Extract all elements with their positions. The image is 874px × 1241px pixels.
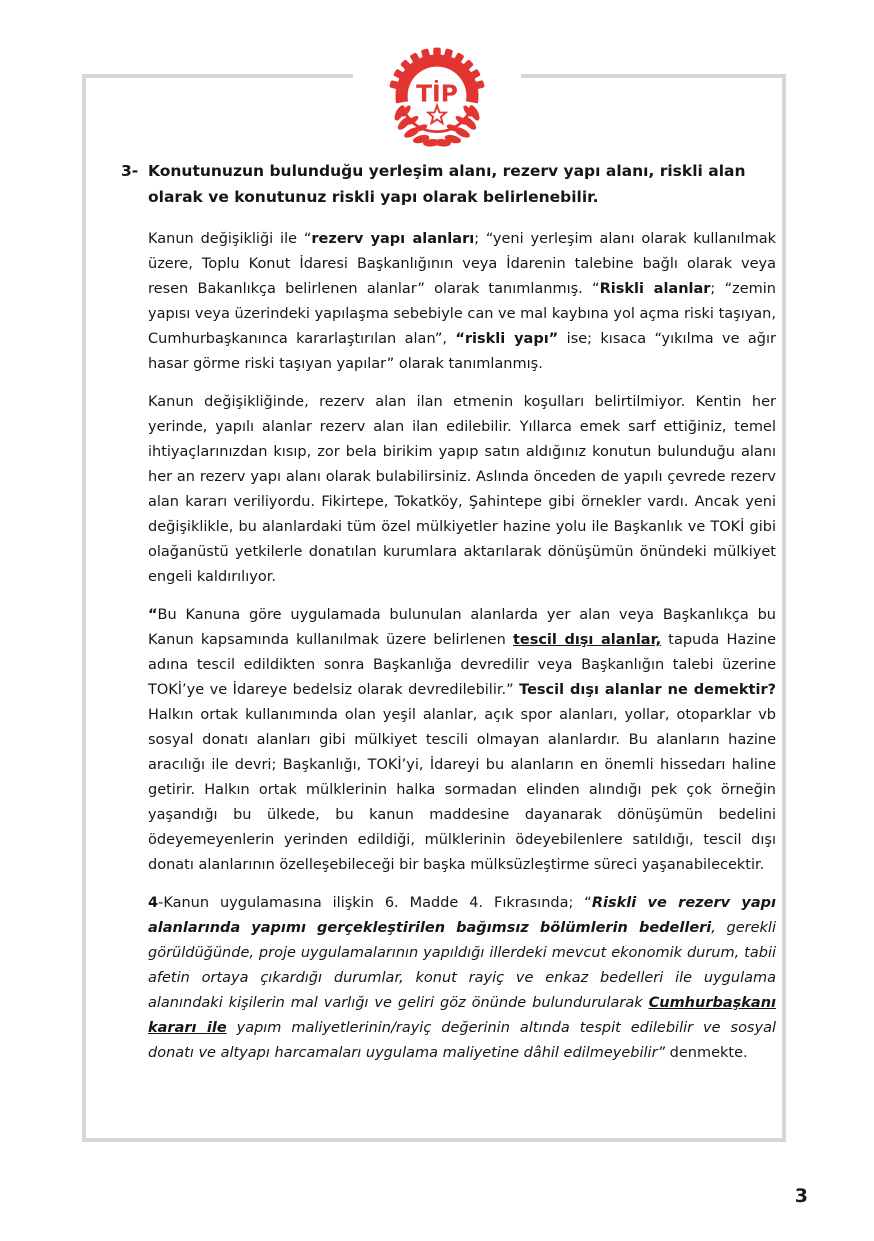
text-run: ; “zemin yapısı veya üzerindeki yapılaşma sebebiyle can ve mal kaybına yol açma riski taşıyan, Cumhurbaşkanınca kararlaştırılan alan”,	[148, 281, 776, 347]
text-run: rezerv yapı alanları	[311, 231, 475, 247]
tip-logo-text: TİP	[416, 79, 458, 108]
paragraph	[148, 390, 776, 590]
text-run: ise; kısaca “yıkılma ve ağır hasar görme riski taşıyan yapılar” olarak tanımlanmış.	[148, 331, 776, 372]
text-run: Kanun değişikliği ile “	[148, 231, 312, 247]
text-run: Cumhurbaşkanı kararı ile	[148, 995, 776, 1036]
text-run: , gerekli görüldüğünde, proje uygulamalarının yapıldığı illerdeki mevcut ekonomik durum, tabii afetin ortaya çıkardığı durumlar, konut rayiç ve enkaz bedelleri ile uygulama alanındaki kişilerin mal varlığı ve geliri göz önünde bulundurularak	[148, 920, 776, 1011]
document-content	[121, 158, 777, 1066]
text-run: Riskli ve rezerv yapı alanlarında yapımı gerçekleştirilen bağımsız bölümlerin bedelleri	[148, 895, 776, 936]
text-run: Halkın ortak kullanımında olan yeşil alanlar, açık spor alanları, yollar, otoparklar vb sosyal donatı alanları gibi mülkiyet tescili olmayan alanlardır. Bu alanların hazine aracılığı ile devri; Başkanlığı, TOKİ’yi, İdareyi bu alanların en önemli hissedarı haline getirir. Halkın ortak mülklerinin halka sormadan elinden alındığı pek çok örneğin yaşandığı bu ülkede, bu kanun maddesine dayanarak dönüşümün bedelini ödeyemeyenlerin yerinden edildiği, mülklerinin ödeyebilenlere satıldığı, tescil dışı donatı alanlarının özelleşebileceği bir başka mülksüzleştirme süreci yaşanabilecektir.	[148, 707, 776, 873]
text-run: “riskli yapı”	[455, 331, 559, 347]
text-run: Kanun değişikliğinde, rezerv alan ilan etmenin koşulları belirtilmiyor. Kentin her yerinde, yapılı alanlar rezerv alan ilan edilebilir. Yıllarca emek sarf ettiğiniz, temel ihtiyaçlarınızdan kısıp, zor bela birikim yapıp satın aldığınız konutun bulunduğu alanı her an rezerv yapı alanı olarak bulabilirsiniz. Aslında önceden de yapılı çevrede rezerv alan kararı veriliyordu. Fikirtepe, Tokatköy, Şahintepe gibi örnekler vardı. Ancak yeni değişiklikle, bu alanlardaki tüm özel mülkiyetler hazine yolu ile Başkanlık ve TOKİ gibi olağanüstü yetkilerle donatılan kurumlara aktarılarak dönüşümün önündeki mülkiyet engeli kaldırılıyor.	[148, 394, 776, 585]
section-heading	[121, 158, 776, 210]
paragraph	[148, 227, 776, 377]
text-run: Tescil dışı alanlar ne demektir?	[519, 682, 777, 698]
text-run: denmekte.	[665, 1045, 748, 1061]
paragraph	[148, 891, 776, 1066]
text-run: -Kanun uygulamasına ilişkin 6. Madde 4. Fıkrasında; “	[158, 895, 592, 911]
text-run: Riskli alanlar	[599, 281, 711, 297]
text-run: tapuda Hazine adına tescil edildikten sonra Başkanlığa devredilir veya Başkanlığın talebi üzerine TOKİ’ye ve İdareye bedelsiz olarak devredilebilir.”	[148, 632, 776, 698]
paragraph	[148, 603, 776, 878]
tip-emblem-svg	[381, 42, 493, 154]
text-run: tescil dışı alanlar,	[512, 632, 662, 648]
document-body	[148, 227, 776, 1066]
section-number: 3-	[121, 162, 139, 180]
text-run: yapım maliyetlerinin/rayiç değerinin altında tespit edilebilir ve sosyal donatı ve altyapı harcamaları uygulama maliyetine dâhil edilmeyebilir”	[148, 1020, 776, 1061]
section-heading-text: Konutunuzun bulunduğu yerleşim alanı, rezerv yapı alanı, riskli alan olarak ve konutunuz riskli yapı olarak belirlenebilir.	[148, 162, 746, 206]
page-number: 3	[794, 1185, 808, 1207]
text-run: ; “yeni yerleşim alanı olarak kullanılmak üzere, Toplu Konut İdaresi Başkanlığının veya İdarenin talebine bağlı olarak veya resen Bakanlıkça belirlenen alanlar” olarak tanımlanmış. “	[148, 231, 776, 297]
text-run: “	[148, 607, 158, 623]
tip-emblem-icon	[353, 42, 521, 154]
text-run: Bu Kanuna göre uygulamada bulunulan alanlarda yer alan veya Başkanlıkça bu Kanun kapsamında kullanılmak üzere belirlenen	[148, 607, 776, 648]
text-run: 4	[148, 895, 159, 911]
